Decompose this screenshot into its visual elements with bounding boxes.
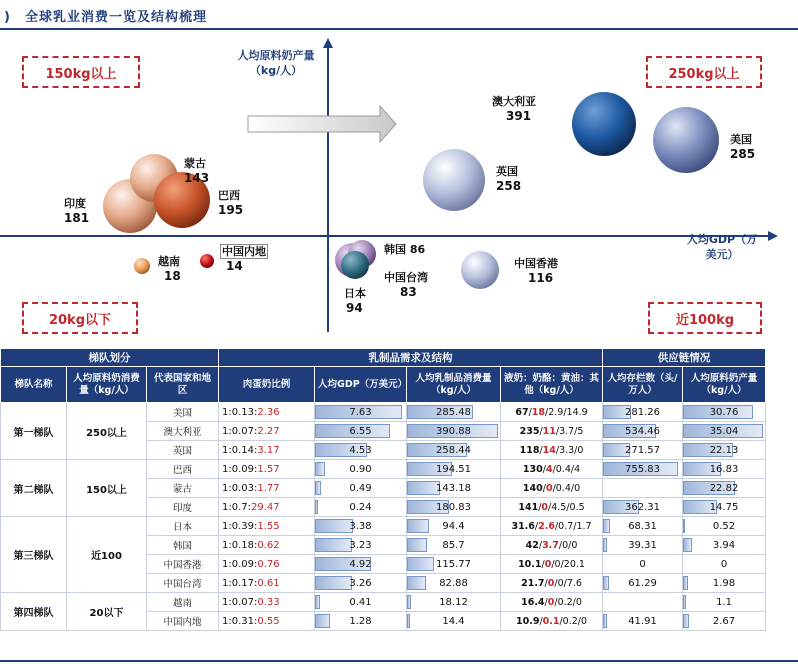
point-label-india: 印度 181 <box>64 197 90 225</box>
point-label-taiwan: 中国台湾 83 <box>384 271 428 299</box>
tier-name: 第二梯队 <box>1 460 67 517</box>
tier-name: 第四梯队 <box>1 593 67 631</box>
milk-cell-bar <box>683 538 692 552</box>
dairy-cell: 115.77 <box>407 555 501 574</box>
region-cell: 韩国 <box>147 536 219 555</box>
point-label-vietnam: 越南 18 <box>158 255 181 283</box>
section-header <box>0 0 798 30</box>
ratio-cell: 1:0.7:29.47 <box>219 498 315 517</box>
stock-cell: 281.26 <box>603 403 683 422</box>
dairy-cell: 14.4 <box>407 612 501 631</box>
bubble-中国香港 <box>461 251 499 289</box>
structure-cell: 140/0/0.4/0 <box>501 479 603 498</box>
stock-cell: 61.29 <box>603 574 683 593</box>
point-label-mainland-china: 中国内地 14 <box>222 245 266 273</box>
bubble-中国台湾 <box>341 251 369 279</box>
milk-cell: 16.83 <box>683 460 766 479</box>
group-header-supply: 供应链情况 <box>603 349 766 367</box>
ratio-cell: 1:0.07:0.33 <box>219 593 315 612</box>
stock-cell: 0 <box>603 555 683 574</box>
milk-cell: 35.04 <box>683 422 766 441</box>
milk-cell-bar <box>683 519 685 533</box>
ratio-cell: 1:0.14:3.17 <box>219 441 315 460</box>
dairy-cell: 82.88 <box>407 574 501 593</box>
column-header: 人均乳制品消费量（kg/人） <box>407 367 501 403</box>
ratio-cell: 1:0.17:0.61 <box>219 574 315 593</box>
milk-cell: 0 <box>683 555 766 574</box>
gdp-cell: 4.53 <box>315 441 407 460</box>
region-cell: 蒙古 <box>147 479 219 498</box>
group-header-tier: 梯队划分 <box>1 349 219 367</box>
milk-cell: 2.67 <box>683 612 766 631</box>
structure-cell: 10.1/0/0/20.1 <box>501 555 603 574</box>
table-row <box>1 460 766 479</box>
ratio-cell: 1:0.18:0.62 <box>219 536 315 555</box>
milk-cell: 1.1 <box>683 593 766 612</box>
region-cell: 巴西 <box>147 460 219 479</box>
gdp-cell: 0.49 <box>315 479 407 498</box>
dairy-cell-bar <box>407 538 427 552</box>
dairy-cell: 94.4 <box>407 517 501 536</box>
gdp-cell-bar <box>315 576 352 590</box>
tier-name: 第三梯队 <box>1 517 67 593</box>
stock-cell: 41.91 <box>603 612 683 631</box>
column-header: 人均存栏数（头/万人） <box>603 367 683 403</box>
bubble-美国 <box>653 107 719 173</box>
gdp-cell-bar <box>315 614 330 628</box>
tier-consumption: 20以下 <box>67 593 147 631</box>
milk-cell-bar <box>683 595 686 609</box>
point-label-uk: 英国 258 <box>496 165 522 193</box>
bubble-英国 <box>423 149 485 211</box>
gdp-cell: 3.38 <box>315 517 407 536</box>
table-group-header-row <box>1 349 766 367</box>
stock-cell: 68.31 <box>603 517 683 536</box>
stock-cell: 534.46 <box>603 422 683 441</box>
region-cell: 印度 <box>147 498 219 517</box>
bubble-中国内地 <box>200 254 214 268</box>
column-header: 人均原料奶产量（kg/人） <box>683 367 766 403</box>
gdp-cell: 3.23 <box>315 536 407 555</box>
x-axis-arrow <box>768 231 778 241</box>
dairy-cell: 180.83 <box>407 498 501 517</box>
milk-cell-bar <box>683 614 689 628</box>
section-title: ) 全球乳业消费一览及结构梳理 <box>4 10 207 25</box>
structure-cell: 141/0/4.5/0.5 <box>501 498 603 517</box>
stock-cell <box>603 593 683 612</box>
point-label-korea: 韩国 86 <box>384 243 426 256</box>
bubble-澳大利亚 <box>572 92 636 156</box>
stock-cell-bar <box>603 576 609 590</box>
structure-cell: 10.9/0.1/0.2/0 <box>501 612 603 631</box>
group-header-demand: 乳制品需求及结构 <box>219 349 603 367</box>
structure-cell: 130/4/0.4/4 <box>501 460 603 479</box>
gdp-cell: 7.63 <box>315 403 407 422</box>
dairy-cell-bar <box>407 519 429 533</box>
ratio-cell: 1:0.09:0.76 <box>219 555 315 574</box>
table-row <box>1 403 766 422</box>
ratio-cell: 1:0.03:1.77 <box>219 479 315 498</box>
gdp-cell: 1.28 <box>315 612 407 631</box>
column-header: 肉蛋奶比例 <box>219 367 315 403</box>
table-row <box>1 517 766 536</box>
dairy-cell-bar <box>407 595 411 609</box>
quadrant-label-bottom-left: 20kg以下 <box>22 302 138 334</box>
gdp-cell: 0.90 <box>315 460 407 479</box>
point-label-hongkong: 中国香港 116 <box>514 257 558 285</box>
tier-name: 第一梯队 <box>1 403 67 460</box>
stock-cell-bar <box>603 519 610 533</box>
table-row <box>1 593 766 612</box>
region-cell: 日本 <box>147 517 219 536</box>
dairy-cell: 143.18 <box>407 479 501 498</box>
stock-cell: 271.57 <box>603 441 683 460</box>
gdp-cell-bar <box>315 519 353 533</box>
region-cell: 中国香港 <box>147 555 219 574</box>
gdp-cell: 4.92 <box>315 555 407 574</box>
ratio-cell: 1:0.07:2.27 <box>219 422 315 441</box>
region-cell: 澳大利亚 <box>147 422 219 441</box>
decorative-arrow <box>248 106 396 142</box>
milk-cell: 3.94 <box>683 536 766 555</box>
gdp-cell-bar <box>315 481 321 495</box>
table-column-header-row <box>1 367 766 403</box>
region-cell: 中国台湾 <box>147 574 219 593</box>
column-header: 人均GDP（万美元） <box>315 367 407 403</box>
structure-cell: 16.4/0/0.2/0 <box>501 593 603 612</box>
structure-cell: 21.7/0/0/7.6 <box>501 574 603 593</box>
footer-rule <box>0 660 798 662</box>
gdp-cell-bar <box>315 595 320 609</box>
dairy-cell: 258.44 <box>407 441 501 460</box>
region-cell: 英国 <box>147 441 219 460</box>
tier-consumption: 250以上 <box>67 403 147 460</box>
gdp-cell: 0.41 <box>315 593 407 612</box>
tier-consumption: 150以上 <box>67 460 147 517</box>
gdp-cell: 0.24 <box>315 498 407 517</box>
dairy-cell: 285.48 <box>407 403 501 422</box>
dairy-cell: 194.51 <box>407 460 501 479</box>
point-label-mongolia: 蒙古 143 <box>184 157 210 185</box>
dairy-cell-bar <box>407 576 426 590</box>
dairy-tier-table <box>0 348 766 631</box>
milk-cell: 0.52 <box>683 517 766 536</box>
point-label-usa: 美国 285 <box>730 133 756 161</box>
milk-cell: 22.13 <box>683 441 766 460</box>
column-header: 液奶：奶酪：黄油：其他（kg/人） <box>501 367 603 403</box>
gdp-cell: 3.26 <box>315 574 407 593</box>
gdp-cell-bar <box>315 462 325 476</box>
ratio-cell: 1:0.09:1.57 <box>219 460 315 479</box>
milk-cell-bar <box>683 576 688 590</box>
x-axis-label: 人均GDP（万美元） <box>686 233 758 261</box>
dairy-cell: 85.7 <box>407 536 501 555</box>
stock-cell: 362.31 <box>603 498 683 517</box>
dairy-cell: 390.88 <box>407 422 501 441</box>
stock-cell: 39.31 <box>603 536 683 555</box>
milk-cell: 1.98 <box>683 574 766 593</box>
column-header: 人均原料奶消费量（kg/人） <box>67 367 147 403</box>
structure-cell: 31.6/2.6/0.7/1.7 <box>501 517 603 536</box>
quadrant-label-top-left: 150kg以上 <box>22 56 140 88</box>
structure-cell: 42/3.7/0/0 <box>501 536 603 555</box>
dairy-cell-bar <box>407 557 434 571</box>
quadrant-label-bottom-right: 近100kg <box>648 302 762 334</box>
stock-cell <box>603 479 683 498</box>
column-header: 代表国家和地区 <box>147 367 219 403</box>
point-label-brazil: 巴西 195 <box>218 189 244 217</box>
milk-cell: 30.76 <box>683 403 766 422</box>
stock-cell: 755.83 <box>603 460 683 479</box>
milk-cell: 22.82 <box>683 479 766 498</box>
column-header: 梯队名称 <box>1 367 67 403</box>
milk-cell: 14.75 <box>683 498 766 517</box>
region-cell: 越南 <box>147 593 219 612</box>
quadrant-label-top-right: 250kg以上 <box>646 56 762 88</box>
point-label-japan: 日本 94 <box>344 287 366 315</box>
ratio-cell: 1:0.31:0.55 <box>219 612 315 631</box>
gdp-cell-bar <box>315 538 352 552</box>
ratio-cell: 1:0.13:2.36 <box>219 403 315 422</box>
dairy-cell: 18.12 <box>407 593 501 612</box>
gdp-cell: 6.55 <box>315 422 407 441</box>
bubble-越南 <box>134 258 150 274</box>
y-axis-arrow <box>323 38 333 48</box>
stock-cell-bar <box>603 614 607 628</box>
region-cell: 中国内地 <box>147 612 219 631</box>
structure-cell: 235/11/3.7/5 <box>501 422 603 441</box>
ratio-cell: 1:0.39:1.55 <box>219 517 315 536</box>
structure-cell: 118/14/3.3/0 <box>501 441 603 460</box>
tier-consumption: 近100 <box>67 517 147 593</box>
structure-cell: 67/18/2.9/14.9 <box>501 403 603 422</box>
gdp-cell-bar <box>315 500 318 514</box>
y-axis-label: 人均原料奶产量（kg/人） <box>237 49 315 77</box>
stock-cell-bar <box>603 538 607 552</box>
point-label-australia: 澳大利亚 391 <box>492 95 536 123</box>
bubble-chart <box>0 32 798 346</box>
region-cell: 美国 <box>147 403 219 422</box>
dairy-cell-bar <box>407 614 410 628</box>
